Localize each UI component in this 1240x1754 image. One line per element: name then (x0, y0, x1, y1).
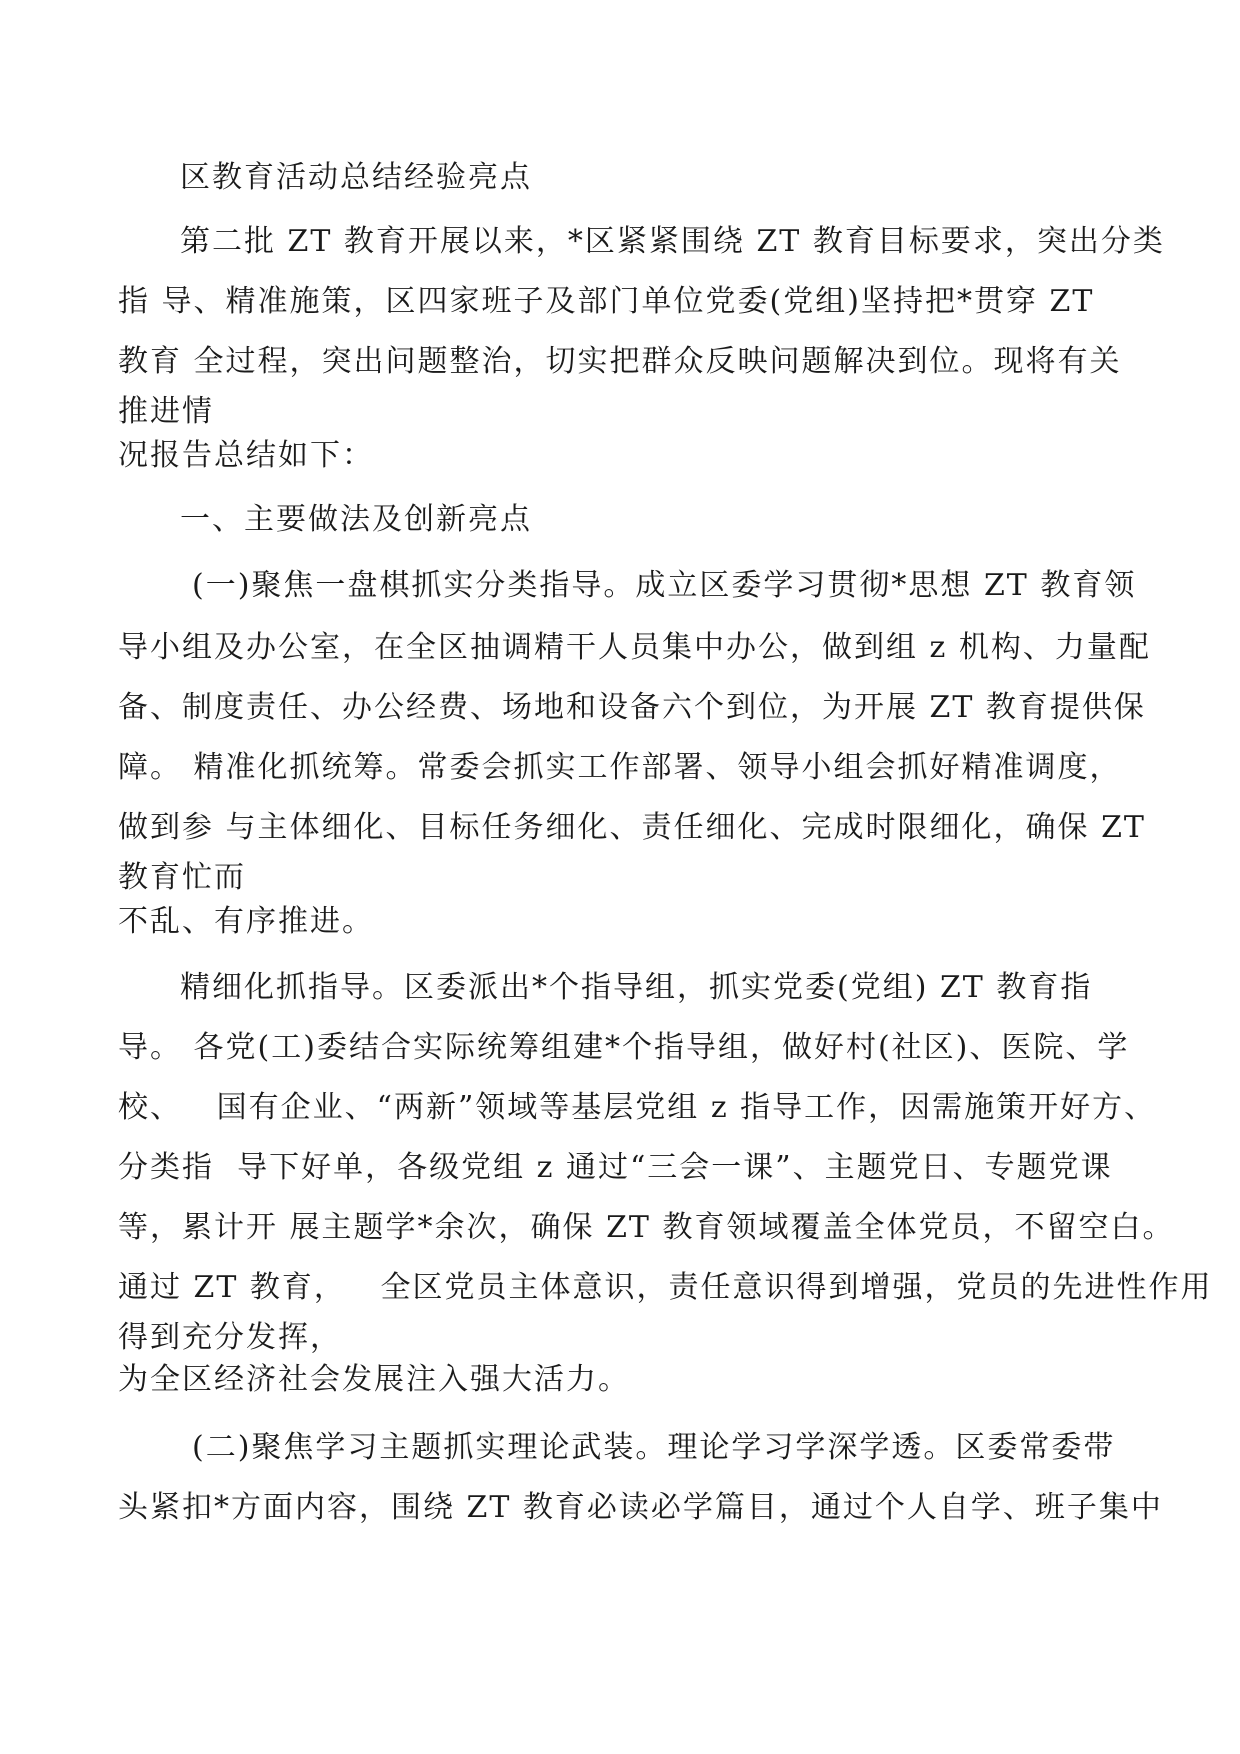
paragraph-line: 导小组及办公室，在全区抽调精干人员集中办公，做到组 z 机构、力量配 (118, 630, 1151, 665)
paragraph-line: 得到充分发挥， (118, 1320, 342, 1355)
paragraph-line: 备、制度责任、办公经费、场地和设备六个到位，为开展 ZT 教育提供保 (118, 690, 1146, 725)
paragraph-line: 为全区经济社会发展注入强大活力。 (118, 1362, 630, 1397)
paragraph-line: 精细化抓指导。区委派出*个指导组，抓实党委(党组) ZT 教育指 (180, 970, 1093, 1005)
paragraph-line: 指 导、精准施策，区四家班子及部门单位党委(党组)坚持把*贯穿 ZT (118, 284, 1095, 319)
paragraph-line: 障。 精准化抓统筹。常委会抓实工作部署、领导小组会抓好精准调度， (118, 750, 1122, 785)
document-title: 区教育活动总结经验亮点 (180, 160, 532, 195)
paragraph-line: 第二批 ZT 教育开展以来，*区紧紧围绕 ZT 教育目标要求，突出分类 (180, 224, 1165, 259)
paragraph-line: 不乱、有序推进。 (118, 904, 374, 939)
paragraph-line: 头紧扣*方面内容，围绕 ZT 教育必读必学篇目，通过个人自学、班子集中 (118, 1490, 1163, 1525)
section-heading: 一、主要做法及创新亮点 (180, 502, 532, 537)
paragraph-line: 推进情 (118, 394, 214, 429)
paragraph-line: 做到参 与主体细化、目标任务细化、责任细化、完成时限细化，确保 ZT (118, 810, 1146, 845)
paragraph-line: 导。 各党(工)委结合实际统筹组建*个指导组，做好村(社区)、医院、学 (118, 1030, 1130, 1065)
paragraph-line: 分类指 导下好单，各级党组 z 通过“三会一课”、主题党日、专题党课 (118, 1150, 1113, 1185)
subsection-line: (二)聚焦学习主题抓实理论武装。理论学习学深学透。区委常委带 (192, 1430, 1116, 1465)
paragraph-line: 等，累计开 展主题学*余次，确保 ZT 教育领域覆盖全体党员，不留空白。 (118, 1210, 1175, 1245)
paragraph-line: 教育 全过程，突出问题整治，切实把群众反映问题解决到位。现将有关 (118, 344, 1122, 379)
subsection-line: (一)聚焦一盘棋抓实分类指导。成立区委学习贯彻*思想 ZT 教育领 (192, 568, 1137, 603)
paragraph-line: 教育忙而 (118, 860, 246, 895)
paragraph-line: 通过 ZT 教育， 全区党员主体意识，责任意识得到增强，党员的先进性作用 (118, 1270, 1213, 1305)
paragraph-line: 校、 国有企业、“两新”领域等基层党组 z 指导工作，因需施策开好方、 (118, 1090, 1157, 1125)
paragraph-line: 况报告总结如下： (118, 438, 374, 473)
